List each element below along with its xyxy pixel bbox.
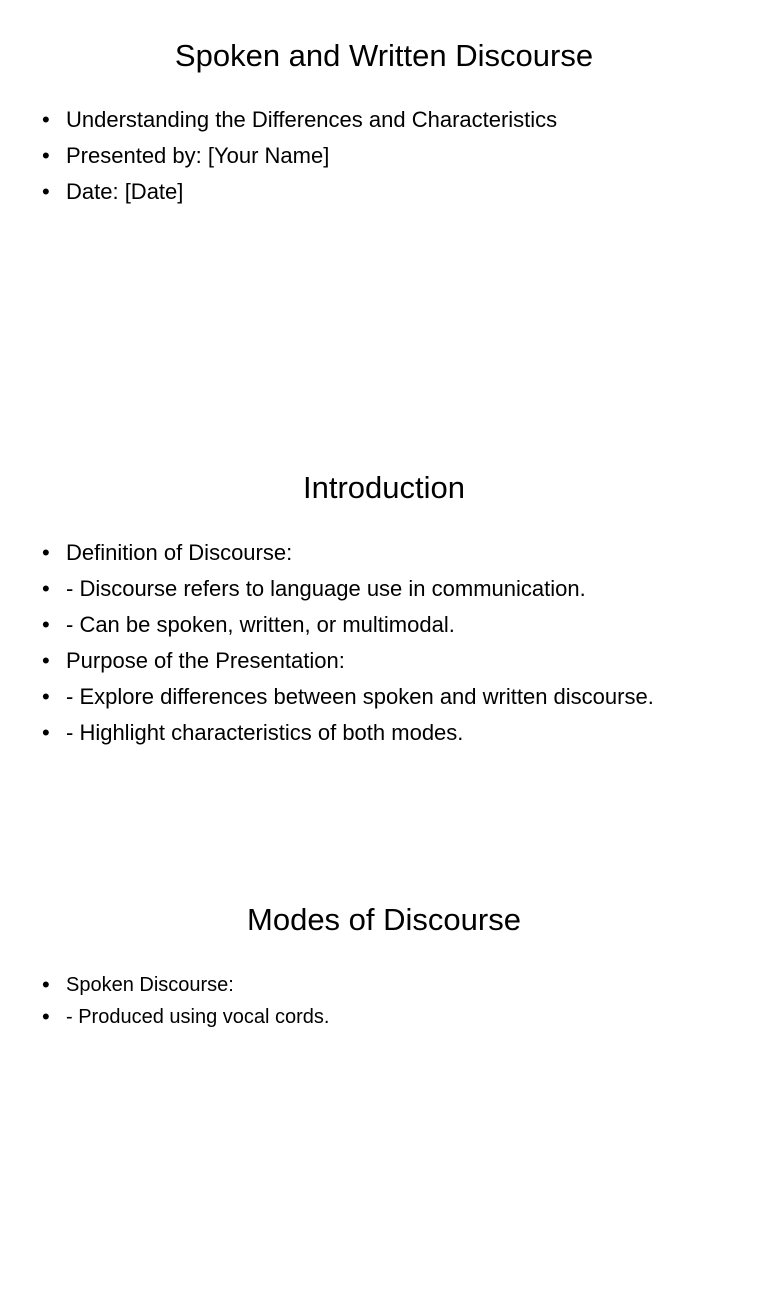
bullet-item: • - Produced using vocal cords. [42,1001,748,1033]
slide-1 [0,0,768,432]
bullet-item: • Spoken Discourse: [42,969,748,1001]
bullet-list [42,969,748,1033]
slide-title: Introduction [303,470,465,505]
slide-2 [0,432,768,864]
bullet-item: • - Can be spoken, written, or multimodal. [42,607,748,643]
bullet-item: • Date: [Date] [42,174,748,210]
bullet-item: • Purpose of the Presentation: [42,643,748,679]
bullet-item: • Definition of Discourse: [42,535,748,571]
slide-3 [0,864,768,1296]
slide-title: Spoken and Written Discourse [174,38,594,73]
bullet-item: • Understanding the Differences and Characteristics [42,102,748,138]
slide-title: Modes of Discourse [247,902,521,937]
bullet-list [42,102,748,210]
bullet-item: • - Explore differences between spoken and written discourse. [42,679,748,715]
bullet-item: • Presented by: [Your Name] [42,138,748,174]
bullet-list [42,535,748,751]
bullet-item: • - Discourse refers to language use in communication. [42,571,748,607]
bullet-item: • - Highlight characteristics of both modes. [42,715,748,751]
